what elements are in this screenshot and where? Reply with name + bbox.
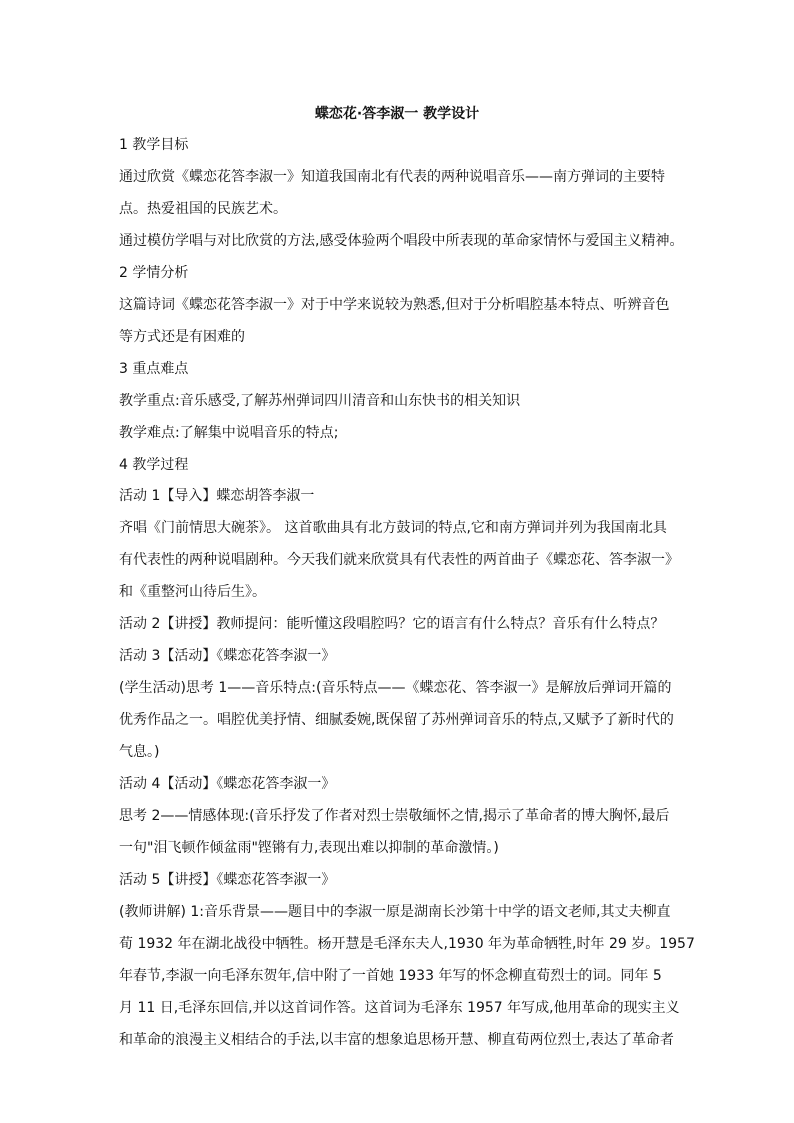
text-line: 有代表性的两种说唱剧种。今天我们就来欣赏具有代表性的两首曲子《蝶恋花、答李淑一》: [119, 552, 679, 569]
text-line: 4 教学过程: [119, 456, 189, 473]
text-line: (学生活动)思考 1——音乐特点:(音乐特点——《蝶恋花、答李淑一》是解放后弹词开篇的: [119, 680, 672, 697]
text-line: 点。热爱祖国的民族艺术。: [119, 200, 287, 217]
text-line: 月 11 日,毛泽东回信,并以这首词作答。这首词为毛泽东 1957 年写成,他用革命的现实主义: [119, 999, 680, 1016]
text-line: 教学难点:了解集中说唱音乐的特点;: [119, 424, 339, 441]
text-line: 齐唱《门前情思大碗茶》。 这首歌曲具有北方鼓词的特点,它和南方弹词并列为我国南北具: [119, 520, 667, 537]
text-line: 气息。): [119, 744, 160, 761]
text-line: 1 教学目标: [119, 137, 189, 153]
text-line: 一句"泪飞顿作倾盆雨"铿锵有力,表现出难以抑制的革命激情。): [119, 839, 499, 856]
text-line: 荀 1932 年在湖北战役中牺牲。杨开慧是毛泽东夫人,1930 年为革命牺牲,时年 29 岁。1957: [119, 935, 695, 952]
text-line: 活动 2【讲授】教师提问：能听懂这段唱腔吗？它的语言有什么特点？音乐有什么特点？: [119, 616, 665, 633]
text-line: 活动 5【讲授】《蝶恋花答李淑一》: [119, 871, 336, 888]
text-line: 活动 1【导入】蝶恋胡答李淑一: [119, 488, 315, 505]
text-line: 通过模仿学唱与对比欣赏的方法,感受体验两个唱段中所表现的革命家情怀与爱国主义精神。: [119, 232, 684, 249]
text-line: 优秀作品之一。唱腔优美抒情、细腻委婉,既保留了苏州弹词音乐的特点,又赋予了新时代的: [119, 712, 674, 729]
text-line: 通过欣赏《蝶恋花答李淑一》知道我国南北有代表的两种说唱音乐——南方弹词的主要特: [119, 168, 665, 185]
text-line: 和《重整河山待后生》。: [119, 584, 266, 601]
text-line: 2 学情分析: [119, 264, 189, 281]
text-line: 这篇诗词《蝶恋花答李淑一》对于中学来说较为熟悉,但对于分析唱腔基本特点、听辨音色: [119, 296, 670, 313]
text-line: 思考 2——情感体现:(音乐抒发了作者对烈士崇敬缅怀之情,揭示了革命者的博大胸怀,最后: [119, 807, 670, 824]
text-line: 等方式还是有困难的: [119, 328, 245, 345]
text-line: 活动 3【活动】《蝶恋花答李淑一》: [119, 648, 336, 665]
document-title: 蝶恋花·答李淑一 教学设计: [314, 106, 480, 122]
text-line: 3 重点难点: [119, 360, 189, 377]
text-line: 和革命的浪漫主义相结合的手法,以丰富的想象追思杨开慧、柳直荀两位烈士,表达了革命者: [119, 1031, 674, 1048]
text-line: 教学重点:音乐感受,了解苏州弹词四川清音和山东快书的相关知识: [119, 392, 521, 409]
text-line: 年春节,李淑一向毛泽东贺年,信中附了一首她 1933 年写的怀念柳直荀烈士的词。同年 5: [119, 967, 662, 984]
text-line: (教师讲解) 1:音乐背景——题目中的李淑一原是湖南长沙第十中学的语文老师,其丈夫柳直: [119, 903, 671, 920]
text-line: 活动 4【活动】《蝶恋花答李淑一》: [119, 776, 336, 792]
